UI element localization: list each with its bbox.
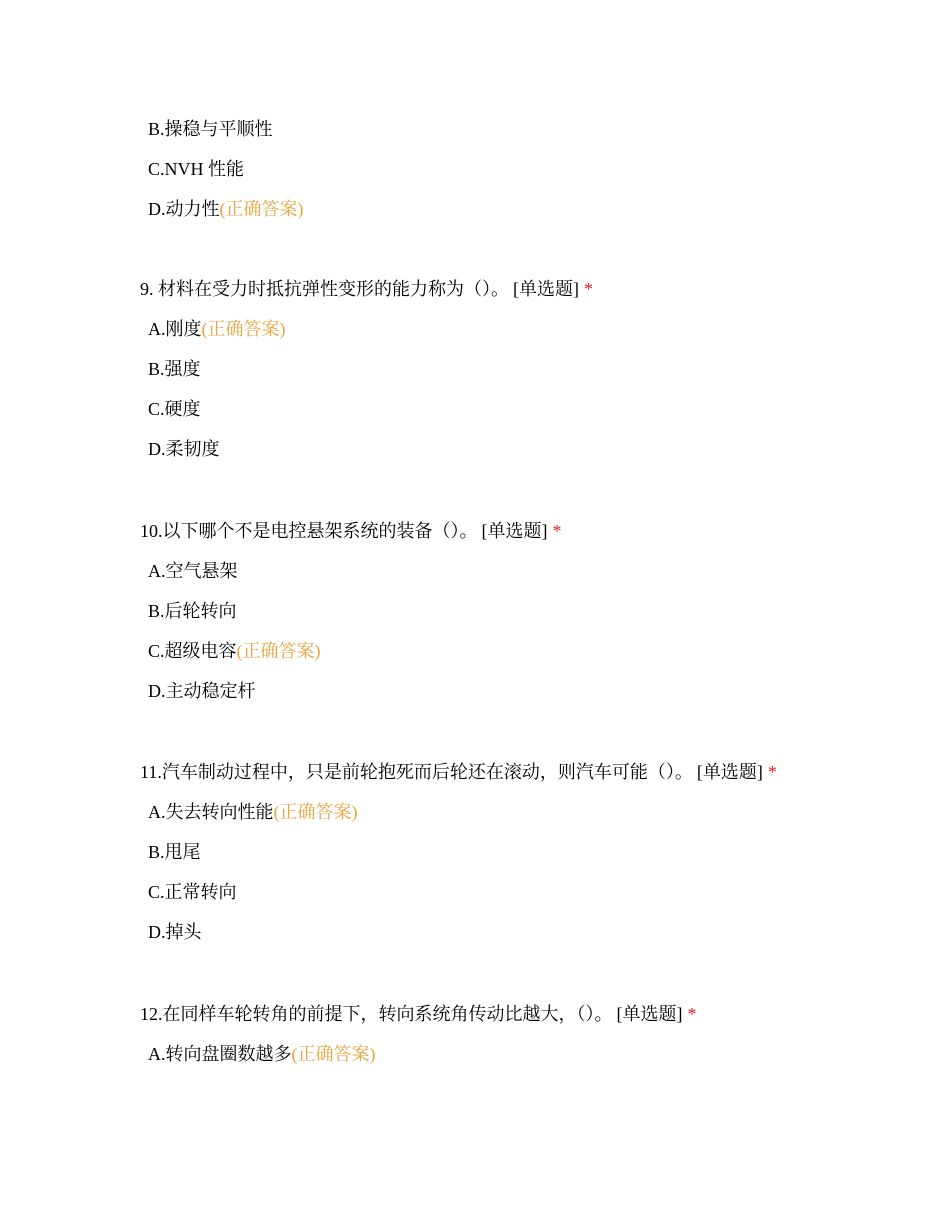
option-item [148, 799, 777, 825]
question-type-label: [单选题] [696, 762, 763, 782]
question-text: 10.以下哪个不是电控悬架系统的装备（）。 [140, 521, 478, 541]
question-11 [140, 759, 777, 959]
option-item [148, 356, 593, 382]
option-item [148, 919, 777, 945]
option-item [148, 839, 777, 865]
correct-answer-label: (正确答案) [273, 802, 358, 822]
required-mark: * [687, 1004, 697, 1024]
option-text: B.甩尾 [148, 842, 201, 862]
option-text: A.刚度 [148, 319, 202, 339]
question-title [140, 759, 777, 785]
option-item [148, 316, 593, 342]
question-title [140, 518, 562, 544]
question-title [140, 1001, 697, 1027]
option-text: B.操稳与平顺性 [148, 119, 273, 139]
option-text: A.失去转向性能 [148, 802, 274, 822]
question-9 [140, 276, 593, 476]
option-text: C.正常转向 [148, 882, 237, 902]
option-text: D.掉头 [148, 922, 202, 942]
question-type-label: [单选题] [616, 1004, 683, 1024]
required-mark: * [767, 762, 777, 782]
option-item [148, 1041, 697, 1067]
option-text: A.转向盘圈数越多 [148, 1044, 292, 1064]
option-text: B.强度 [148, 359, 201, 379]
option-item [148, 598, 562, 624]
question-12 [140, 1001, 697, 1081]
correct-answer-label: (正确答案) [219, 199, 304, 219]
question-title [140, 276, 593, 302]
required-mark: * [584, 279, 593, 299]
option-text: D.主动稳定杆 [148, 681, 256, 701]
correct-answer-label: (正确答案) [201, 319, 286, 339]
option-text: C.NVH 性能 [148, 159, 245, 179]
correct-answer-label: (正确答案) [291, 1044, 376, 1064]
required-mark: * [552, 521, 562, 541]
option-item [148, 196, 304, 222]
option-text: A.空气悬架 [148, 561, 238, 581]
option-item [148, 396, 593, 422]
option-text: C.超级电容 [148, 641, 237, 661]
question-text: 9. 材料在受力时抵抗弹性变形的能力称为（）。 [140, 279, 509, 299]
question-type-label: [单选题] [513, 279, 579, 299]
option-item [148, 678, 562, 704]
option-text: D.动力性 [148, 199, 220, 219]
option-text: B.后轮转向 [148, 601, 237, 621]
option-item [148, 638, 562, 664]
question-type-label: [单选题] [481, 521, 548, 541]
question-10 [140, 518, 562, 718]
option-text: D.柔韧度 [148, 439, 220, 459]
correct-answer-label: (正确答案) [236, 641, 321, 661]
option-item [148, 436, 593, 462]
question-text: 12.在同样车轮转角的前提下，转向系统角传动比越大，（）。 [140, 1004, 613, 1024]
option-item [148, 116, 304, 142]
question-text: 11.汽车制动过程中，只是前轮抱死而后轮还在滚动，则汽车可能（）。 [140, 762, 693, 782]
option-item [148, 558, 562, 584]
previous-question-options [148, 116, 304, 236]
option-item [148, 879, 777, 905]
option-item [148, 156, 304, 182]
option-text: C.硬度 [148, 399, 201, 419]
